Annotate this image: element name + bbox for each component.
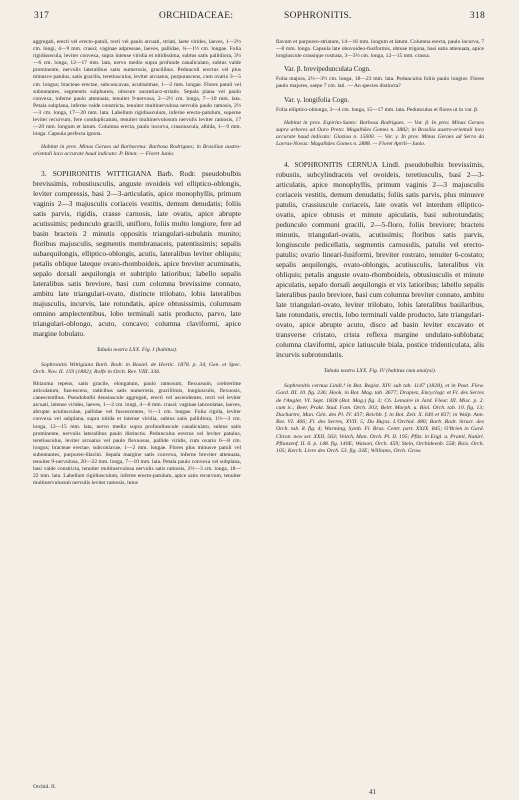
species-heading-wittigiana: 3. SOPHRONITIS WITTIGIANA Barb. Rodr. pseudobulbis brevissimis, robustiusculis, anguste ovoideis vel elliptico-oblongis, leviter compressis, basi 2—3-articulatis, apice monophyllis, primum vaginis 2—3 majusculis coriaceis vestitis, demum denudatis; foliis satis parvis, rigidis, crasse carnosis, late ovatis, apice abrupte acutissimis; pedunculo gracili, unifloro, foliis multo longiore, fere ad basin bracteis 2 minutis oppositis triangulari-subulatis munito; floribus majusculis, segmentis membranaceis, patentissimis; sepalis subaequilongis, elliptico-oblongis, acutis, lateralibus leviter obliquis; petalis oblique lateque ovato-rhomboideis, apice breviter acuminatis, sepalo dorsali aequilongis et subtriplo latioribus; labello sepalis lateralibus satis breviore, basi cum columna brevissime connato, ambitu late triangulari-ovato, distincte trilobato, lobis lateralibus majusculis, incurvis, late rotundatis, apice obtusissimis, columnam omnino amplectentibus, lobo terminali satis producto, parvo, late triangulari-oblongo, acuto, concavo; columna claviformi, apice margine lobulato. [33,168,241,338]
plate-reference: Tabula nostra LXX. Fig. IV (habitus cum analysi). [323,368,437,375]
plate-reference: Tabula nostra LXX. Fig. I (habitus). [96,346,178,353]
habitat-note: Habitat in prov. Minas Geraes ad Barbacena: Barbosa Rodrigues; in Brasiliae austro-orientali loco accurate haud indicato: P. Binot. — Floret Junio. [33,144,241,158]
variety-beta-heading: Var. β. brevipedunculata Cogn. [284,65,371,74]
variety-gamma-description: Folia elliptico-oblonga, 3—4 cm. longa, 15—17 mm. lata. Pedunculus et flores ut in var. β. [276,106,479,113]
left-column [33,39,241,487]
variety-gamma-heading: Var. γ. longifolia Cogn. [284,95,350,104]
continued-description: aggregati, erecti vel erecto-patuli, recti vel paulo arcuati, striati, laete virides, laeves, 1—2½ cm. longi, 4—9 mm. crassi; vaginae adpressae, laeves, pallidae, ¼—1½ cm. longae. Folia rigidissecula, leviter convexa, supra intense viridia et nitidissima, subtus satis pallidiora, 3½—6 cm. longa, 12—17 mm. lata, nervo medio supra profunde canaliculato, subtus valde prominente, nervulis lateralibus satis numerosis, gracilibus. Pedunculi erectus vel plus minusve patulus, satis gracilis, teretiusculus, leviter arcuatus, purpurascens, cum ovario 3—5 cm. longus; bracteae erectae, subconcavae, acutissimae, 1—2 mm. longae. Flores patuli vel subnutantes, segmentis sulphureis, obscure aurantiaco-striatis. Sepala plana vel paulo convexa, inferne paulo attenuata, tenuiter 9-nervosa, 2—2½ cm. longa, 7—10 mm. lata. Petala subplana, inferne valde constricta, tenuiter multinervulosa nervulis paulo ramosis, 2½—3 cm. longa, 17—20 mm. lata. Labellum rigidiusculum, inferne erecto-patulum, superne leviter recurvum, fere conduplicatum, tenuiter multinervulosum nervulis leviter ramosis, 17—20 mm. longum et latum. Columna erecta, paulo incurva, crassiuscula, albida, 1—9 mm. longa. Capsula perfecta ignota. [33,39,241,138]
page-header [34,11,485,25]
left-page-number: 317 [34,11,50,21]
species-description: Rhizoma repens, satis gracile, elongatum, paulo ramosum, flexuosum, crebrerime articulatum, fuscescens, radicibus satis numerosis, gracillimis, longiusculis, flexuosis, canescentibus. Pseudobulbi densiuscule aggregati, erecti vel ascendentes, recti vel leviter arcuati, intense virides, laeves, 1—2 cm. longi, 4—8 mm. crassi; vaginae lanceolatae, laeves, abrupte acutiusculae, pallidae vel fuscescentes, ½—1 cm. longae. Folia rigida, leviter convexa vel subplana, supra nitida et intense viridia, subtus satis pallidiora, 1½—3 cm. longa, 12—15 mm. lata, nervo medio supra profundiuscule canaliculato, subtus satis prominente, nervulis lateralibus paulo distinctis. Pedunculus erectus vel leviter patulus, teretiusculus, leviter arcuatus vel paulo flexuosus, pallide viridis, cum ovario 6—8 cm. longus; bracteae erectae, subconiavae, 1—2 mm. longae. Flores plus minusve patuli vel subnutantes, purpureo-lilacini. Sepala margine satis convexa, inferne breviter attenuata, tenuiter 9-nervulosa, 20—22 mm. longa, 7—10 mm. lata. Petala paulo convexa vel subplana, basi valde constricta, tenuiter multinervulosa nervulis satis ramosis, 2½—3 cm. longa, 18—22 mm. lata. Labellum rigidiusculum, inferne erecto-patulum, apice satis recurvum, tenuiter multinervulosum nervulis leviter ramosis, intus [33,381,241,487]
right-page-number: 318 [469,11,485,21]
habitat-note: Habitat in prov. Espirito-Santo: Barbosa Rodrigues. — Var. β. In prov. Minas Geraes supra arbores ad Ouro Preto: Magalhães Gomes n. 3882; in Brasilia austro-orientali loco accurate haud indicato: Glaziou n. 15600. — Var. γ. In prov. Minas Geraes ad Serra da Lavras-Novas: Magalhães Gomes n. 2888. — Floret Aprili—Junio. [276,119,484,148]
signature-mark: Orchid. II. [33,784,57,790]
right-column [276,39,484,460]
species-heading-cernua: 4. SOPHRONITIS CERNUA Lindl. pseudobulbis brevissimis, robustis, subcylindraceis vel ovoideis, teretiusculis, basi 2—3-articulatis, apice monophyllis, primum vaginis 2—3 majusculis coriaceis vestitis, demum denudatis; foliis satis parvis, plus minusve patulis, crassiuscule coriaceis, late ovatis vel interdum elliptico-ovatis, apice obtusis et minute apiculatis, basi subrotundatis; pedunculo communi gracili, 2—5-floro, foliis breviore; bracteis minutis, triangulari-ovatis, acutissimis; floribus satis parvis, longiuscule pedicellatis, segmentis carnosulis, patulis vel erecto-patulis; ovario lineari-fusiformi, breviter rostrato, tenuiter 6-costato; sepalis aequilongis, ovato-oblongis, acutiusculis, lateralibus vix obliquis; petalis anguste ovato-rhomboideis, obtusiusculis et minute apiculatis, sepalo dorsali aequilongis et vix latioribus; labello sepalis lateralibus paulo breviore, basi cum columna breviter connato, ambitu late triangulari-ovato, leviter trilobato, lobis lateralibus basilaribus, late rotundatis, erectis, lobo terminali valde producto, late triangulari-ovato, apice abrupte acuto, disco ad basin leviter excavato et transverse cristato, crista reflexa margine undulato-sublobata; columna claviformi, apice latiuscule biala, postice tridenticulata, alis incurvis subrotundatis. [276,160,484,360]
variety-beta-description: Folia majora, 2½—3½ cm. longa, 18—23 mm. lata. Pedunculus foliis paulo longior. Flores paulo majores, saepe 7 cm. lati. — An species distincta? [276,76,484,90]
running-title-right: SOPHRONITIS. [284,11,352,21]
synonymy: Sophronitis Wittigiana Barb. Rodr. in Boxiel. de Hortic. 1878. p. 34, Gen. et Spec. Orch. Nov. II. 159 (1882); Rolfe in Orch. Rev. VIII. 336. [33,361,241,375]
synonymy: Sophronitis cernua Lindl.! in Bot. Regist. XIV. sub tab. 1147 (1828), et in Paxt. Flow. Gard. III. 10. fig. 236; Hook. in Bot. Mag. tab. 3677; Drapiez, Encyclogr. et Fl. des Serres de l'Anglet. VI. Sept. 1838 (Bot. Mag.) fig. 3; Ch. Lemaire in Jard. Fleur. III. Misc. p. 2. cum ic.; Beer, Prakt. Stud. Fam. Orch. 303; Beitr. Morph. u. Biol. Orch. tab. 10. fig. 13; Duchartre, Man. Gén. des Pl. IV. 437; Reichb. f. in Bot. Zeit. X. 640 et 837; in Walp. Ann. Bot. VI. 466; Fl. des Serres, XVII. 5; Du Buyss. L'Orchid. 480; Barb. Rodr. Struct. des Orch. tab. 8. fig. 4; Warming, Symb. Fl. Bras. Centr. part. XXIX. 845; O'Brien in Gard. Chron. new ser. XXII. 563; Veitch, Man. Orch. Pl. II. 195; Pfitz. in Engl. u. Prantl, Natürl. Pflanzenf. II. 6. p. 148. fig. 140E; Watson, Orch. 459; Stein, Orchideenb. 558; Bois. Orch. 105; Kerch. Livre des Orch. 53. fig. 33E; Williams, Orch. Grow. [276,383,484,455]
running-title-left: ORCHIDACEAE: [159,11,234,21]
sheet-number: 41 [369,788,376,796]
continued-description: flavum et purpureo-striatum, 14—16 mm. longum et latum. Columna erecta, paulo incurva, 7—8 mm. longa. Capsula late obovoideo-fusiformis, obtuse trigona, basi satis attenuata, apice longiuscule crassique rostrata, 3—3½ cm. longa, 12—15 mm. crassa. [276,39,484,60]
